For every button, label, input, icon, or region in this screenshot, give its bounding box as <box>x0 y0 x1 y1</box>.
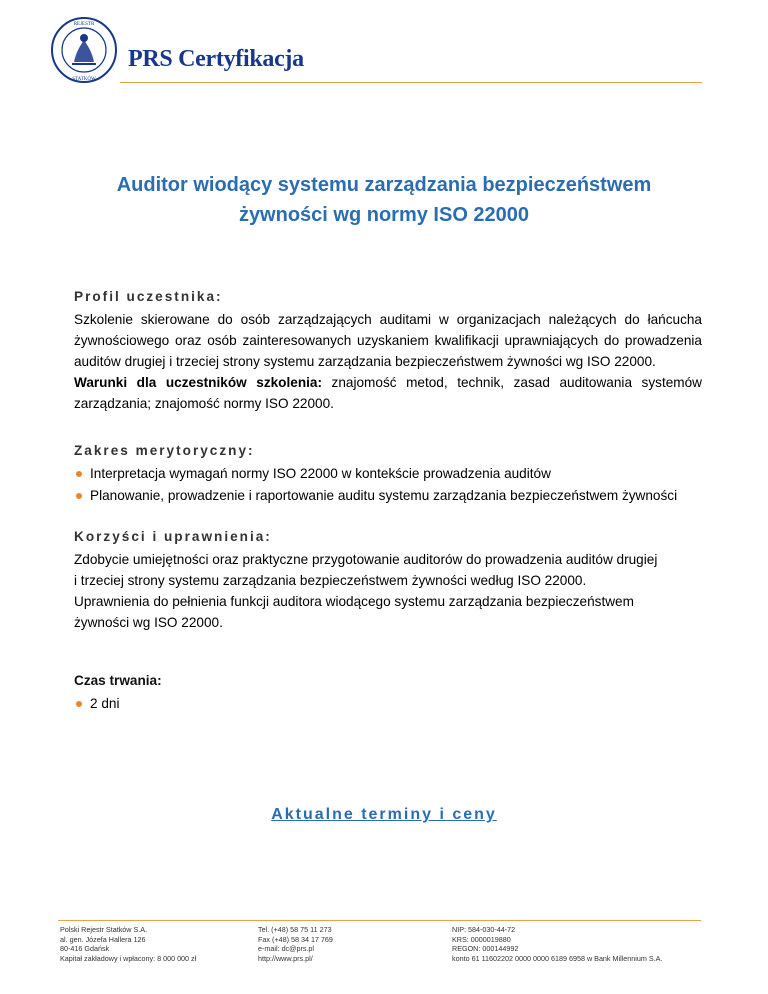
header <box>0 0 768 90</box>
list-item: 2 dni <box>74 693 702 715</box>
benefits-line: Uprawnienia do pełnienia funkcji auditora wiodącego systemu zarządzania bezpieczeństwem <box>74 594 634 609</box>
scope-heading: Zakres merytoryczny: <box>74 443 255 458</box>
footer-line: Fax (+48) 58 34 17 769 <box>258 934 333 944</box>
scope-list <box>74 463 702 507</box>
benefits-line: i trzeciej strony systemu zarządzania bezpieczeństwem żywności według ISO 22000. <box>74 573 587 588</box>
duration-heading: Czas trwania: <box>74 673 162 688</box>
list-item: Planowanie, prowadzenie i raportowanie auditu systemu zarządzania bezpieczeństwem żywności <box>74 485 702 507</box>
benefits-line: Zdobycie umiejętności oraz praktyczne przygotowanie auditorów do prowadzenia auditów drugiej <box>74 552 658 567</box>
profile-text: Szkolenie skierowane do osób zarządzających auditami w organizacjach należących do łańcucha żywnościowego oraz osób zainteresowanych uzyskaniem kwalifikacji uprawniających do prowadzenia auditów drugiej i trzeciej strony systemu zarządzania bezpieczeństwem żywności wg ISO 22000. <box>74 312 702 369</box>
duration-list <box>74 693 702 715</box>
footer-line: NIP: 584-030-44-72 <box>452 925 516 934</box>
brand-name: PRS Certyfikacja <box>128 46 304 72</box>
profile-heading: Profil uczestnika: <box>74 289 223 304</box>
title-line-2: żywności wg normy ISO 22000 <box>238 204 530 226</box>
prs-seal-logo <box>50 16 118 84</box>
conditions-text: znajomość metod, technik, zasad auditowania systemów zarządzania; znajomość normy ISO 22000. <box>74 375 702 411</box>
title-line-1: Auditor wiodący systemu zarządzania bezpieczeństwem <box>116 174 652 196</box>
prices-dates-link[interactable]: Aktualne terminy i ceny <box>271 806 497 823</box>
footer-line: REGON: 000144992 <box>452 944 519 954</box>
footer-line: Tel. (+48) 58 75 11 273 <box>258 925 332 934</box>
footer-line: e-mail: dc@prs.pl <box>258 944 315 954</box>
footer-line: konto 61 11602202 0000 0000 6189 6958 w Bank Millennium S.A. <box>452 953 663 963</box>
main-content <box>74 286 702 715</box>
svg-text:REJESTR: REJESTR <box>73 22 95 27</box>
footer-registry <box>452 925 662 963</box>
list-item: Interpretacja wymagań normy ISO 22000 w kontekście prowadzenia auditów <box>74 463 702 485</box>
link-container <box>0 806 768 824</box>
footer-line: Polski Rejestr Statków S.A. <box>60 925 148 934</box>
footer-line: KRS: 0000019880 <box>452 934 511 944</box>
conditions-paragraph <box>74 372 702 414</box>
footer-line: http://www.prs.pl/ <box>258 953 313 963</box>
footer-company <box>60 925 196 963</box>
benefits-heading: Korzyści i uprawnienia: <box>74 529 272 544</box>
page-title <box>0 170 768 230</box>
header-divider <box>120 82 702 83</box>
conditions-label: Warunki dla uczestników szkolenia: <box>74 375 322 390</box>
footer-line: 80-416 Gdańsk <box>60 944 110 954</box>
benefits-text <box>74 549 702 633</box>
svg-text:STATKÓW: STATKÓW <box>72 77 96 82</box>
footer-line: al. gen. Józefa Hallera 126 <box>60 934 146 944</box>
benefits-line: żywności wg ISO 22000. <box>74 615 223 630</box>
footer-divider <box>58 920 701 921</box>
footer-contact <box>258 925 333 963</box>
footer-line: Kapitał zakładowy i wpłacony: 8 000 000 zł <box>60 953 197 963</box>
